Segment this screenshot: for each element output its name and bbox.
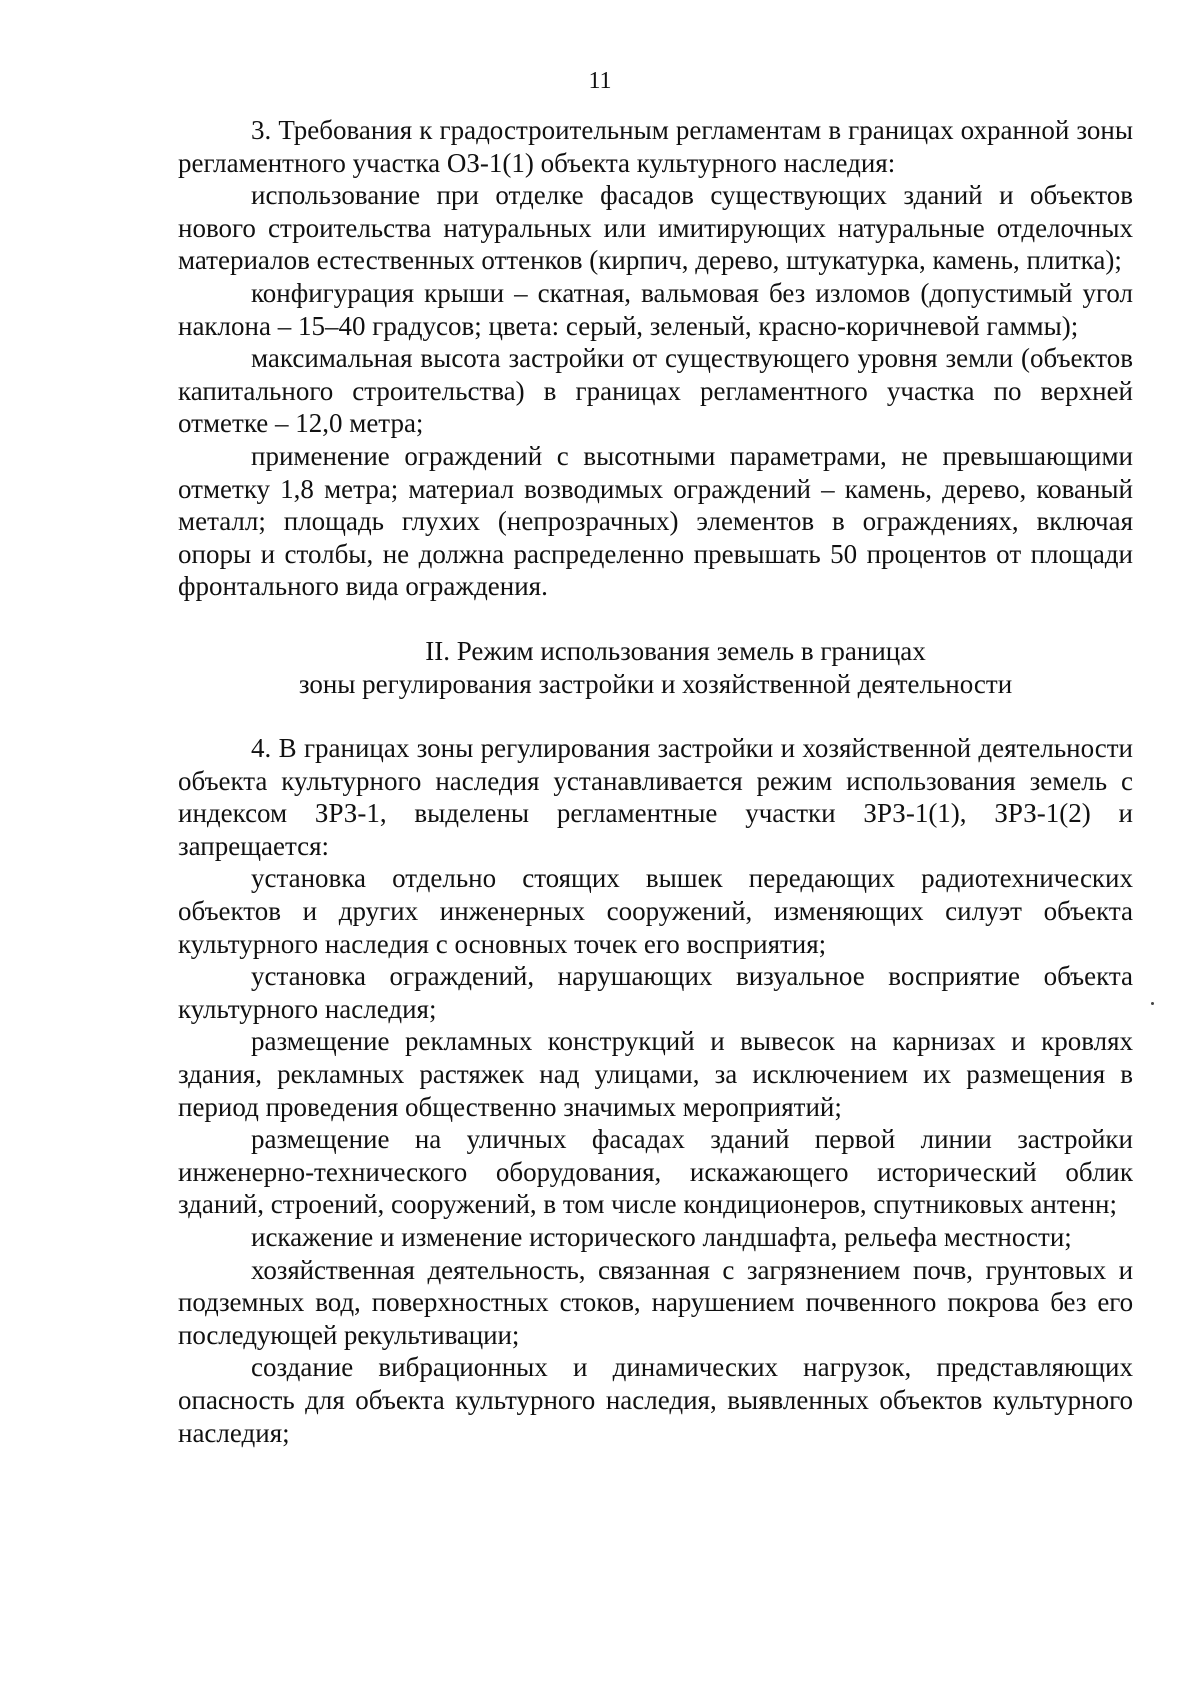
section-4-item: размещение на уличных фасадах зданий первой линии застройки инженерно-технического оборудования, искажающего исторический облик зданий, строений, сооружений, в том числе кондиционеров, спутниковых антенн; <box>178 1124 1133 1220</box>
scan-artifact-dot <box>1151 1002 1154 1005</box>
section-4-intro: 4. В границах зоны регулирования застройки и хозяйственной деятельности объекта культурного наследия устанавливается режим использования земель с индексом ЗРЗ-1, выделены регламентные участки ЗРЗ-1(1), ЗРЗ-1(2) и запрещается: <box>178 733 1133 861</box>
document-body <box>178 114 1133 1449</box>
page-number: 11 <box>588 68 612 94</box>
section-4-item: хозяйственная деятельность, связанная с загрязнением почв, грунтовых и подземных вод, поверхностных стоков, нарушением почвенного покрова без его последующей рекультивации; <box>178 1254 1133 1350</box>
section-3-item: конфигурация крыши – скатная, вальмовая без изломов (допустимый угол наклона – 15–40 градусов; цвета: серый, зеленый, красно-коричневой гаммы); <box>178 277 1133 341</box>
section-heading-line-2: зоны регулирования застройки и хозяйственной деятельности <box>298 668 1013 699</box>
section-4-item: размещение рекламных конструкций и вывесок на карнизах и кровлях здания, рекламных растяжек над улицами, за исключением их размещения в период проведения общественно значимых мероприятий; <box>178 1026 1133 1122</box>
section-3-item: использование при отделке фасадов существующих зданий и объектов нового строительства натуральных или имитирующих натуральные отделочных материалов естественных оттенков (кирпич, дерево, штукатурка, камень, плитка); <box>178 180 1133 276</box>
section-4-item: создание вибрационных и динамических нагрузок, представляющих опасность для объекта культурного наследия, выявленных объектов культурного наследия; <box>178 1352 1133 1448</box>
section-heading-line-1: II. Режим использования земель в границах <box>425 635 926 666</box>
section-4-item: установка ограждений, нарушающих визуальное восприятие объекта культурного наследия; <box>178 961 1133 1024</box>
section-4-item: установка отдельно стоящих вышек передающих радиотехнических объектов и других инженерных сооружений, изменяющих силуэт объекта культурного наследия с основных точек его восприятия; <box>178 863 1133 959</box>
section-3-item: применение ограждений с высотными параметрами, не превышающими отметку 1,8 метра; материал возводимых ограждений – камень, дерево, кованый металл; площадь глухих (непрозрачных) элементов в ограждениях, включая опоры и столбы, не должна распределенно превышать 50 процентов от площади фронтального вида ограждения. <box>178 440 1133 602</box>
section-3-item: максимальная высота застройки от существующего уровня земли (объектов капитального строительства) в границах регламентного участка по верхней отметке – 12,0 метра; <box>178 343 1133 439</box>
section-3-intro: 3. Требования к градостроительным регламентам в границах охранной зоны регламентного участка ОЗ-1(1) объекта культурного наследия: <box>178 115 1133 178</box>
section-4-item: искажение и изменение исторического ландшафта, рельефа местности; <box>251 1222 1072 1252</box>
section-heading <box>178 635 1133 700</box>
